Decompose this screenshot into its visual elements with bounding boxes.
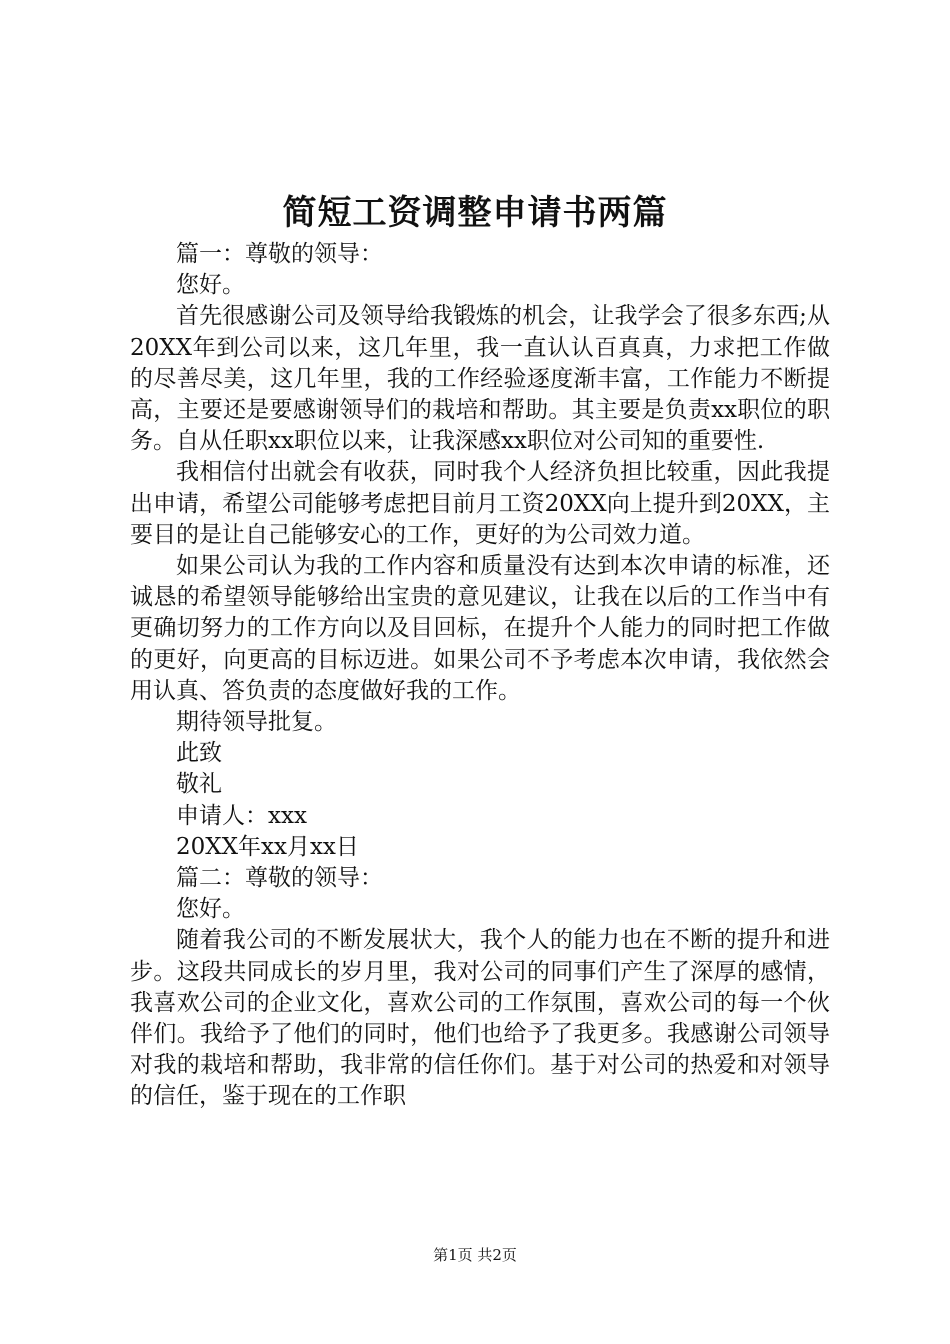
greeting-1: 篇一：尊敬的领导：	[176, 241, 383, 267]
greeting-2: 篇二：尊敬的领导：	[176, 865, 383, 892]
body-paragraph: 如果公司认为我的工作内容和质量没有达到本次申请的标准，还诚恳的希望领导能够给出宝贵的意见建议，让我在以后的工作当中有更确切努力的工作方向以及目回标，在提升个人能力的同时把工作做的更好，向更高的目标迈进。如果公司不予考虑本次申请，我依然会用认真、答负责的态度做好我的工作。	[130, 553, 830, 704]
date: 20XX年xx月xx日	[176, 833, 359, 860]
closing-jingli: 敬礼	[176, 771, 222, 798]
applicant: 申请人：xxx	[176, 802, 307, 829]
document-title: 简短工资调整申请书两篇	[282, 193, 668, 233]
salutation-1: 您好。	[176, 272, 245, 299]
page-footer: 第1页 共2页	[433, 1246, 517, 1264]
closing-line: 期待领导批复。	[176, 709, 337, 736]
salutation-2: 您好。	[176, 896, 245, 923]
document-body	[130, 239, 830, 1113]
body-paragraph: 我相信付出就会有收获，同时我个人经济负担比较重，因此我提出申请，希望公司能够考虑把目前月工资20XX向上提升到20XX，主要目的是让自己能够安心的工作，更好的为公司效力道。	[130, 459, 830, 548]
body-paragraph: 随着我公司的不断发展状大，我个人的能力也在不断的提升和进步。这段共同成长的岁月里，我对公司的同事们产生了深厚的感情，我喜欢公司的企业文化，喜欢公司的工作氛围，喜欢公司的每一个伙伴们。我给予了他们的同时，他们也给予了我更多。我感谢公司领导对我的栽培和帮助，我非常的信任你们。基于对公司的热爱和对领导的信任，鉴于现在的工作职	[130, 927, 830, 1110]
closing-cizhi: 此致	[176, 740, 222, 767]
body-paragraph: 首先很感谢公司及领导给我锻炼的机会，让我学会了很多东西;从20XX年到公司以来，这几年里，我一直认认百真真，力求把工作做的尽善尽美，这几年里，我的工作经验逐度渐丰富，工作能力不断提高，主要还是要感谢领导们的栽培和帮助。其主要是负责xx职位的职务。自从任职xx职位以来，让我深感xx职位对公司知的重要性.	[130, 303, 830, 455]
